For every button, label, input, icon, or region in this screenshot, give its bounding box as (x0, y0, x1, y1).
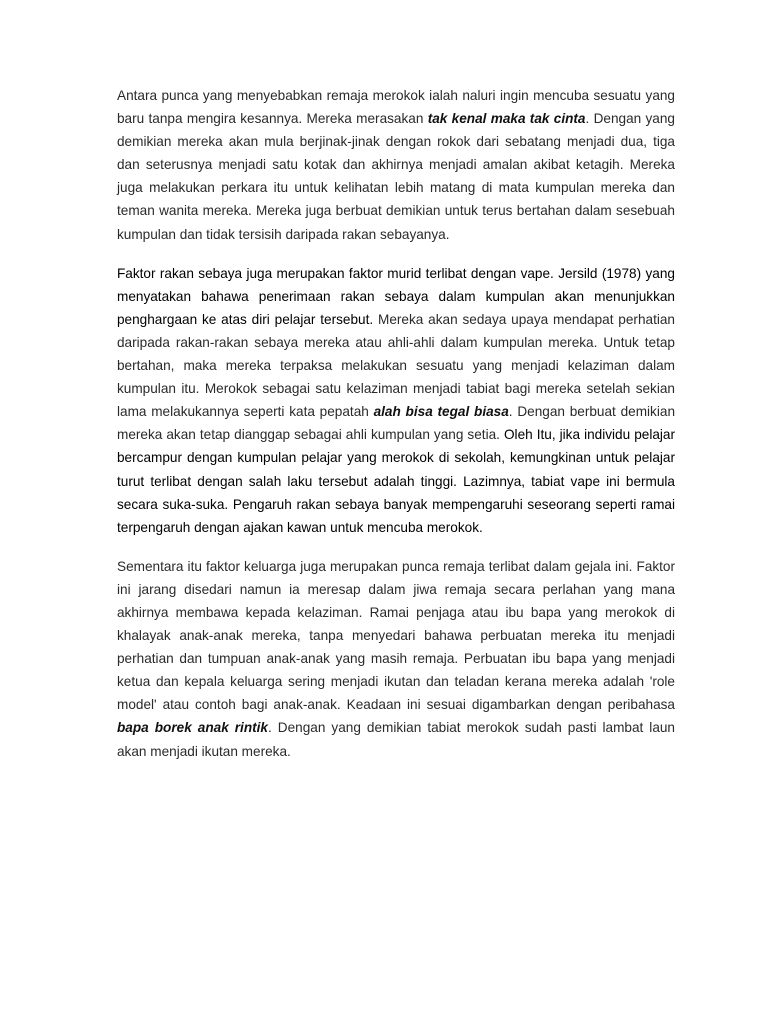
proverb-emphasis: alah bisa tegal biasa (373, 404, 509, 420)
text-segment: . Dengan yang demikian mereka akan mula berjinak-jinak dengan rokok dari sebatang menjadi dua, tiga dan seterusnya menjadi satu kotak dan akhirnya menjadi amalan akibat ketagih. Mereka juga melakukan perkara itu untuk kelihatan lebih matang di mata kumpulan mereka dan teman wanita mereka. Mereka juga berbuat demikian untuk terus bertahan dalam sesebuah kumpulan dan tidak tersisih daripada rakan sebayanya. (117, 111, 675, 242)
paragraph-family-factor (117, 555, 675, 763)
text-segment-dark: Oleh Itu, jika individu pelajar bercampur dengan kumpulan pelajar yang merokok di sekolah, kemungkinan untuk pelajar turut terlibat dengan salah laku tersebut adalah tinggi. Lazimnya, tabiat vape ini bermula secara suka-suka. Pengaruh rakan sebaya banyak mempengaruhi seseorang seperti ramai terpengaruh dengan ajakan kawan untuk mencuba merokok. (117, 427, 676, 535)
proverb-emphasis: tak kenal maka tak cinta (427, 111, 586, 127)
proverb-emphasis: bapa borek anak rintik (117, 720, 268, 736)
text-segment: Antara punca yang menyebabkan remaja merokok ialah naluri ingin mencuba sesuatu yang baru tanpa mengira kesannya. Mereka merasakan (117, 88, 675, 127)
text-segment: . Dengan berbuat demikian mereka akan tetap dianggap sebagai ahli kumpulan yang setia. (117, 404, 675, 443)
text-segment: Mereka akan sedaya upaya mendapat perhatian daripada rakan-rakan sebaya mereka atau ahli-ahli dalam kumpulan mereka. Untuk tetap bertahan, maka mereka terpaksa melakukan sesuatu yang menjadi kelaziman dalam kumpulan itu. Merokok sebagai satu kelaziman menjadi tabiat bagi mereka setelah sekian lama melakukannya seperti kata pepatah (117, 311, 675, 420)
text-segment: . Dengan yang demikian tabiat merokok sudah pasti lambat laun akan menjadi ikutan mereka. (117, 720, 675, 759)
paragraph-peer-factor (117, 262, 675, 539)
text-segment: Sementara itu faktor keluarga juga merupakan punca remaja terlibat dalam gejala ini. Faktor ini jarang disedari namun ia meresap dalam jiwa remaja secara perlahan yang mana akhirnya membawa kepada kelaziman. Ramai penjaga atau ibu bapa yang merokok di khalayak anak-anak mereka, tanpa menyedari bahawa perbuatan mereka itu menjadi perhatian dan tumpuan anak-anak yang masih remaja. Perbuatan ibu bapa yang menjadi ketua dan kepala keluarga sering menjadi ikutan dan teladan kerana mereka adalah 'role model' atau contoh bagi anak-anak. Keadaan ini sesuai digambarkan dengan peribahasa (117, 558, 675, 713)
text-segment-dark: Faktor rakan sebaya juga merupakan faktor murid terlibat dengan vape. Jersild (1978) yang menyatakan bahawa penerimaan rakan sebaya dalam kumpulan akan menunjukkan penghargaan ke atas diri pelajar tersebut. (117, 265, 675, 327)
document-body (117, 84, 675, 763)
paragraph-peer-curiosity (117, 84, 675, 246)
